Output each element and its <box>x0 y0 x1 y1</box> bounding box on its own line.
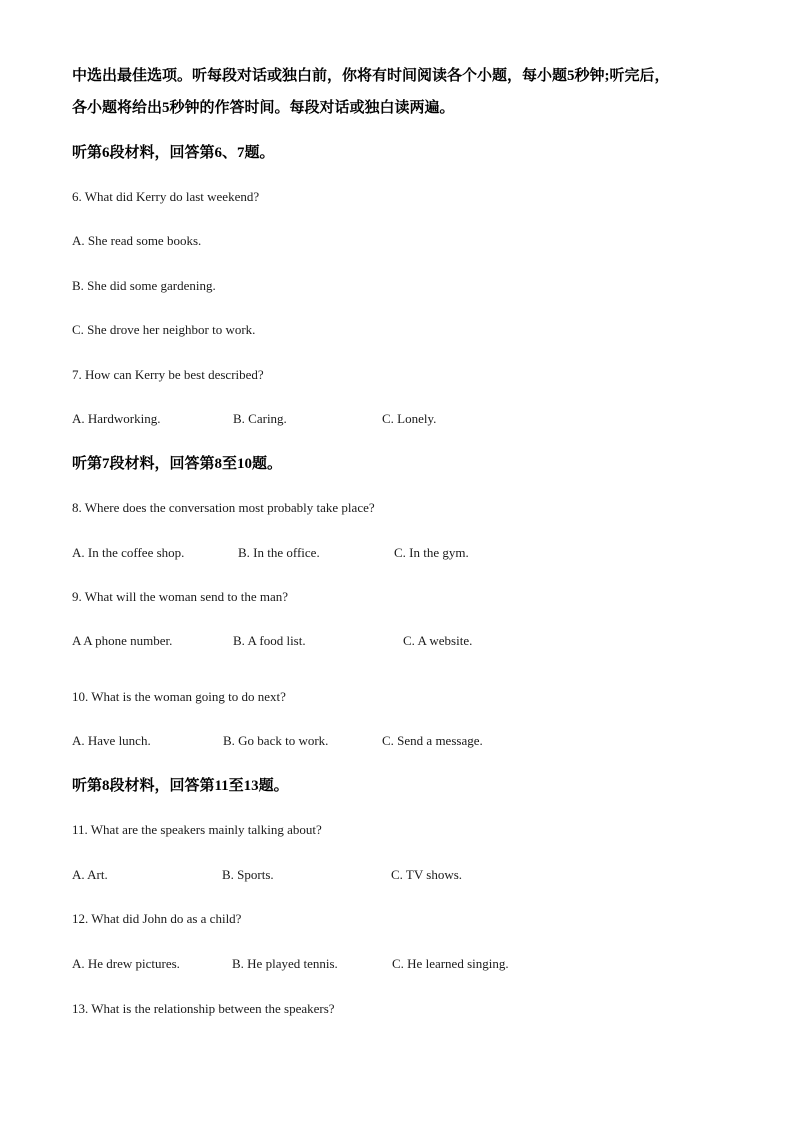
answer-option-c: C. Send a message. <box>382 733 483 748</box>
answer-option-b: B. In the office. <box>238 545 320 560</box>
question-stem: 11. What are the speakers mainly talking about? <box>72 822 322 837</box>
question-stem: 12. What did John do as a child? <box>72 911 242 926</box>
answer-option-b: B. Go back to work. <box>223 733 329 748</box>
answer-option-b: B. Sports. <box>222 867 274 882</box>
instructions-line-1: 中选出最佳选项。听每段对话或独白前，你将有时间阅读各个小题，每小题5秒钟;听完后， <box>72 68 670 84</box>
answer-option-b: B. She did some gardening. <box>72 278 216 293</box>
answer-option-c: C. He learned singing. <box>392 956 509 971</box>
section-heading: 听第8段材料，回答第11至13题。 <box>72 778 289 794</box>
section-heading: 听第7段材料，回答第8至10题。 <box>72 456 283 472</box>
answer-option-a: A. She read some books. <box>72 233 202 248</box>
question-stem: 10. What is the woman going to do next? <box>72 689 286 704</box>
question-stem: 13. What is the relationship between the speakers? <box>72 1001 335 1016</box>
question-stem: 6. What did Kerry do last weekend? <box>72 189 260 204</box>
question-stem: 7. How can Kerry be best described? <box>72 367 264 382</box>
question-stem: 8. Where does the conversation most probably take place? <box>72 500 375 515</box>
answer-option-b: B. A food list. <box>233 633 306 648</box>
section-heading: 听第6段材料，回答第6、7题。 <box>72 145 275 161</box>
answer-option-c: C. In the gym. <box>394 545 469 560</box>
question-stem: 9. What will the woman send to the man? <box>72 589 289 604</box>
answer-option-a: A. Art. <box>72 867 108 882</box>
answer-option-a: A A phone number. <box>72 633 173 648</box>
answer-option-b: B. Caring. <box>233 411 287 426</box>
instructions-line-2: 各小题将给出5秒钟的作答时间。每段对话或独白读两遍。 <box>72 100 455 116</box>
answer-option-c: C. TV shows. <box>391 867 463 882</box>
answer-option-a: A. Hardworking. <box>72 411 161 426</box>
answer-option-a: A. He drew pictures. <box>72 956 180 971</box>
answer-option-b: B. He played tennis. <box>232 956 338 971</box>
answer-option-c: C. She drove her neighbor to work. <box>72 322 256 337</box>
answer-option-c: C. A website. <box>403 633 473 648</box>
answer-option-a: A. Have lunch. <box>72 733 151 748</box>
answer-option-a: A. In the coffee shop. <box>72 545 185 560</box>
answer-option-c: C. Lonely. <box>382 411 437 426</box>
